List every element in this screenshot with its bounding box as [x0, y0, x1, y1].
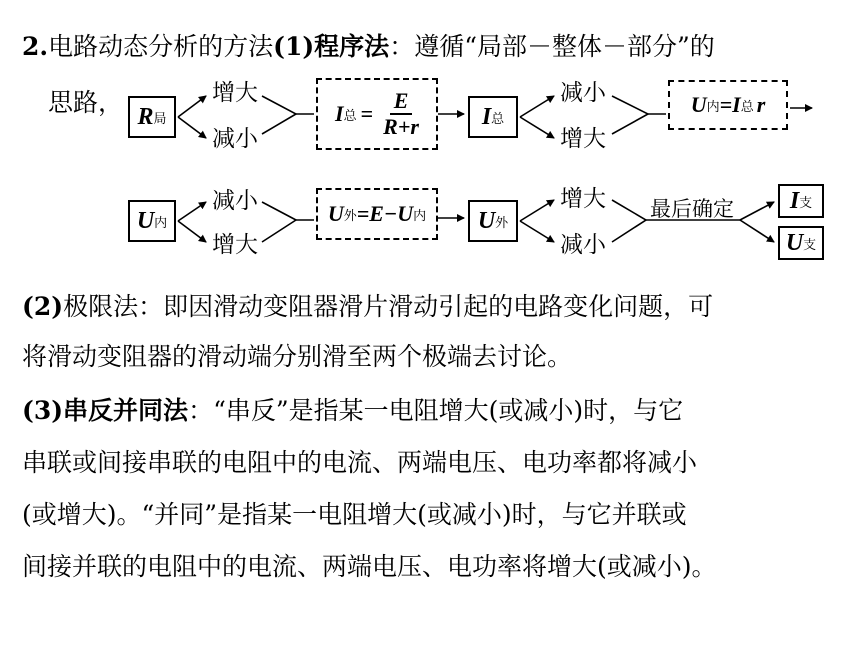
r-local-box: R 局	[128, 96, 176, 138]
label-decrease: 减小	[212, 126, 258, 152]
arrow-uo-to-decrease	[520, 221, 554, 242]
method-2-label: (2)	[22, 292, 64, 321]
section-title: 电路动态分析的方法	[48, 32, 274, 61]
final-determine-label: 最后确定	[650, 197, 734, 221]
u-external-box: U 外	[468, 200, 518, 242]
merge-chevron-1	[262, 96, 296, 134]
method-1-lead: 思路，	[48, 88, 124, 117]
arrow-to-i-branch	[740, 202, 774, 220]
method-2-line-1: (2)极限法：即因滑动变阻器滑片滑动引起的电路变化问题，可	[22, 292, 714, 321]
label-increase-3: 增大	[212, 232, 258, 258]
label-decrease-4: 减小	[560, 232, 606, 258]
arrow-uo-to-increase	[520, 200, 554, 221]
fraction-numerator: E	[390, 89, 413, 115]
label-increase-4: 增大	[560, 186, 606, 212]
arrow-r-to-decrease	[178, 117, 206, 138]
method-1-intro: ：遵循“局部－整体－部分”的	[389, 32, 715, 61]
method-3-line-1: (3)串反并同法：“串反”是指某一电阻增大(或减小)时，与它	[22, 396, 684, 425]
arrow-u-to-decrease	[178, 202, 206, 221]
i-branch-box: I 支	[778, 184, 824, 218]
arrow-r-to-increase	[178, 96, 206, 117]
fraction-denominator: R+r	[383, 114, 419, 139]
merge-chevron-3	[262, 202, 296, 242]
merge-chevron-2	[612, 96, 648, 134]
method-2-line-2: 将滑动变阻器的滑动端分别滑至两个极端去讨论。	[22, 342, 573, 371]
label-increase: 增大	[212, 80, 258, 106]
method-3-label: (3)串反并同法	[22, 396, 189, 425]
arrow-i-to-decrease	[520, 96, 554, 117]
i-total-box: I 总	[468, 96, 518, 138]
method-3-line-2: 串联或间接串联的电阻中的电流、两端电压、电功率都将减小	[22, 448, 698, 477]
section-number: 2.	[22, 32, 49, 61]
external-voltage-formula-box: U 外 =E−U 内	[316, 188, 438, 240]
label-decrease-2: 减小	[560, 80, 606, 106]
merge-chevron-4	[612, 200, 646, 242]
total-current-formula-box: I 总 = $\frac{E}{R+r}$	[316, 78, 438, 150]
u-internal-box: U 内	[128, 200, 176, 242]
arrow-i-to-increase	[520, 117, 554, 138]
u-branch-box: U 支	[778, 226, 824, 260]
internal-voltage-formula-box: U 内 =I 总 r	[668, 80, 788, 130]
arrow-to-u-branch	[740, 220, 774, 242]
arrow-u-to-increase	[178, 221, 206, 242]
method-3-line-3: (或增大)。“并同”是指某一电阻增大(或减小)时，与它并联或	[22, 500, 687, 529]
label-decrease-3: 减小	[212, 188, 258, 214]
method-1-label: (1)程序法	[273, 32, 390, 61]
method-3-line-4: 间接并联的电阻中的电流、两端电压、电功率将增大(或减小)。	[22, 552, 717, 581]
label-increase-2: 增大	[560, 126, 606, 152]
